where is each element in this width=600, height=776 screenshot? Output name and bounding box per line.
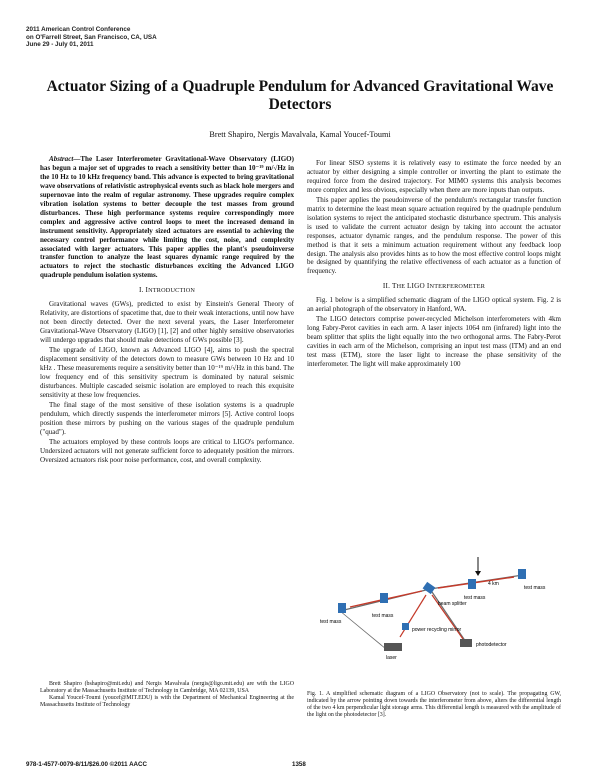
- section-heading-introduction: [40, 286, 294, 296]
- label-test-mass-c: test mass: [464, 595, 486, 601]
- caption-text: A simplified schematic diagram of a LIGO Observatory (not to scale). The propagating GW, indicated by the arrow pointing down towards the interferometer from above, alters the differential length of the two 4 km perpendicular light storage arms. This differential length is measured with the amplitude of the light on the photodetector [3].: [307, 691, 561, 719]
- intro-paragraph-3: The final stage of the most sensitive of these isolation systems is a quadruple pendulum, which directly suspends the interferometer mirrors [5]. Active control loops position these mirrors by pushing on the various stages of the quadruple pendulum ("quad").: [40, 400, 294, 436]
- footnote-line-2: Kamal Youcef-Toumi (youcef@MIT.EDU) is with the Department of Mechanical Engineering at the Massachusetts Institute of Technology: [40, 695, 294, 709]
- abstract: [40, 155, 294, 280]
- ligo-schematic-figure: [318, 553, 556, 665]
- label-power-recycling: power recycling mirror: [412, 627, 462, 633]
- gw-arrow-head: [475, 571, 481, 576]
- arm-frame-down: [430, 589, 468, 645]
- intro-paragraph-4: The actuators employed by these controls loops are critical to LIGO's performance. Undersized actuators will not generate sufficient force to adequately position the mirrors. Oversized actuators risk poor noise performance, cost, and overall complexity.: [40, 437, 294, 464]
- isbn-footer: 978-1-4577-0079-8/11/$26.00 ©2011 AACC: [26, 761, 147, 768]
- left-column: [40, 155, 294, 465]
- section-heading-ligo: [307, 282, 561, 292]
- label-laser: laser: [386, 655, 397, 661]
- page-number: 1358: [292, 761, 306, 768]
- right-column: [307, 159, 561, 370]
- section-title-rest-2: NTERFEROMETER: [429, 283, 486, 291]
- label-test-mass-b: test mass: [372, 613, 394, 619]
- photodetector-box: [460, 639, 472, 647]
- footnote-line-1: Brett Shapiro (bshapiro@mit.edu) and Nergis Mavalvala (nergis@ligo.mit.edu) are with the LIGO Laboratory at the Massachusetts Institute of Technology in Cambridge, MA 02139, USA: [40, 681, 294, 695]
- section-title-first: I: [145, 286, 149, 295]
- power-recycling-mirror: [402, 623, 409, 630]
- author-list: Brett Shapiro, Nergis Mavalvala, Kamal Youcef-Toumi: [209, 130, 391, 139]
- figure-caption: [307, 691, 561, 719]
- conference-line-2: on O'Farrell Street, San Francisco, CA, USA: [26, 33, 157, 41]
- caption-label: Fig. 1.: [307, 691, 324, 697]
- abstract-text: —The Laser Interferometer Gravitational-Wave Observatory (LIGO) has begun a major set of upgrades to reach a sensitivity better than 10⁻¹⁹ m/√Hz in the 10 Hz to 10 kHz frequency band. This advance is expected to bring gravitational wave observations of relativistic astrophysical events such as black hole mergers and supernovae into the realm of regular astronomy. These upgrades require complex vibration isolation systems to better decouple the test masses from ground disturbances. These high performance systems require correspondingly more complex and aggressive active control loops to meet the increased demand in instrument sensitivity. Appropriately sized actuators are essential to achieving the necessary control performance while limiting the cost, noise, and complexity associated with larger actuators. This paper applies the plant's pseudoinverse transfer function to analyze the least squares dynamic range required by the actuators to reject the stochastic disturbances exciting the Advanced LIGO quadruple pendulum isolation systems.: [40, 155, 294, 280]
- intro-paragraph-2: The upgrade of LIGO, known as Advanced LIGO [4], aims to push the spectral displacement sensitivity of the detectors down to measure GWs between 10 Hz and 10 kHz . These measurements require a sensitivity better than 10⁻¹⁹ m/√Hz in this band. The low frequency end of this sensitivity spectrum is dominated by natural seismic disturbances. Multiple cascaded seismic isolation are employed to reach this exquisite sensitivity at these low frequencies.: [40, 346, 294, 399]
- label-beam-splitter: beam splitter: [438, 601, 467, 607]
- section-title-rest: NTRODUCTION: [148, 287, 196, 295]
- label-test-mass-a: test mass: [320, 619, 342, 625]
- right-paragraph-1: For linear SISO systems it is relatively easy to estimate the force needed by an actuator by either designing a simple controller or inverting the plant to estimate the required force from the desired trajectory. For MIMO systems this analysis becomes more complex and less obvious, especially when there are more inputs than outputs.: [307, 159, 561, 194]
- laser-source: [384, 643, 402, 651]
- beam-splitter-mirror: [423, 582, 436, 594]
- intro-paragraph-1: Gravitational waves (GWs), predicted to exist by Einstein's General Theory of Relativity, are distortions of spacetime that, due to their weak interactions, until now have not been directly detected. Over the next several years, the Laser Interferometer Gravitational-Wave Observatory (LIGO) [1], [2] and other highly sensitive observatories will undergo upgrades that should make detections of GWs possible [3].: [40, 300, 294, 345]
- label-arm-length: 4 km: [488, 581, 499, 587]
- conference-line-3: June 29 - July 01, 2011: [26, 41, 94, 49]
- ligo-paragraph-1: Fig. 1 below is a simplified schematic diagram of the LIGO optical system. Fig. 2 is an aerial photograph of the observatory in Hanford, WA.: [307, 296, 561, 314]
- right-paragraph-2: This paper applies the pseudoinverse of the pendulum's rectangular transfer function matrix to determine the least mean square actuation required by the quadruple pendulum isolation systems to reject the anticipated stochastic disturbance spectrum. This analysis is used to validate the current actuator design by taking into account the actuator responses, actuator dynamic ranges, and the pendulum response. The power of this method is that it sets a minimum actuation requirement without any feedback loop design. The analysis also provides hints as to how the most effective control loops might be designed by quantifying the relative effectiveness of each actuator as a function of frequency.: [307, 195, 561, 276]
- section-number: II.: [382, 282, 391, 291]
- test-mass-mirror-a: [338, 603, 346, 613]
- test-mass-mirror-d: [518, 569, 526, 579]
- conference-header: [26, 26, 157, 49]
- test-mass-mirror-c: [468, 579, 476, 589]
- section-title-first: T: [391, 282, 397, 291]
- label-test-mass-d: test mass: [524, 585, 546, 591]
- section-number: I.: [138, 286, 144, 295]
- section-title-rest: HE: [396, 283, 407, 291]
- abstract-label: Abstract: [49, 155, 74, 163]
- label-photodetector: photodetector: [476, 642, 507, 648]
- author-footnote: [40, 681, 294, 709]
- ligo-paragraph-2: The LIGO detectors comprise power-recycled Michelson interferometers with 4km long Fabry-Perot cavities in each arm. A laser injects 1064 nm (infrared) light into the beam splitter that splits the light equally into the two orthogonal arms. The Fabry-Perot cavities in each arm of the Michelson, comprising an input test mass (ITM) and an end test mass (ETM), store the laser light to increase the phase sensitivity of the interferometer. The light will make approximately 100: [307, 315, 561, 369]
- paper-title: Actuator Sizing of a Quadruple Pendulum for Advanced Gravitational Wave Detectors: [46, 78, 554, 113]
- test-mass-mirror-b: [380, 593, 388, 603]
- conference-line-1: 2011 American Control Conference: [26, 26, 131, 33]
- section-title-first-2: LIGO I: [406, 282, 430, 291]
